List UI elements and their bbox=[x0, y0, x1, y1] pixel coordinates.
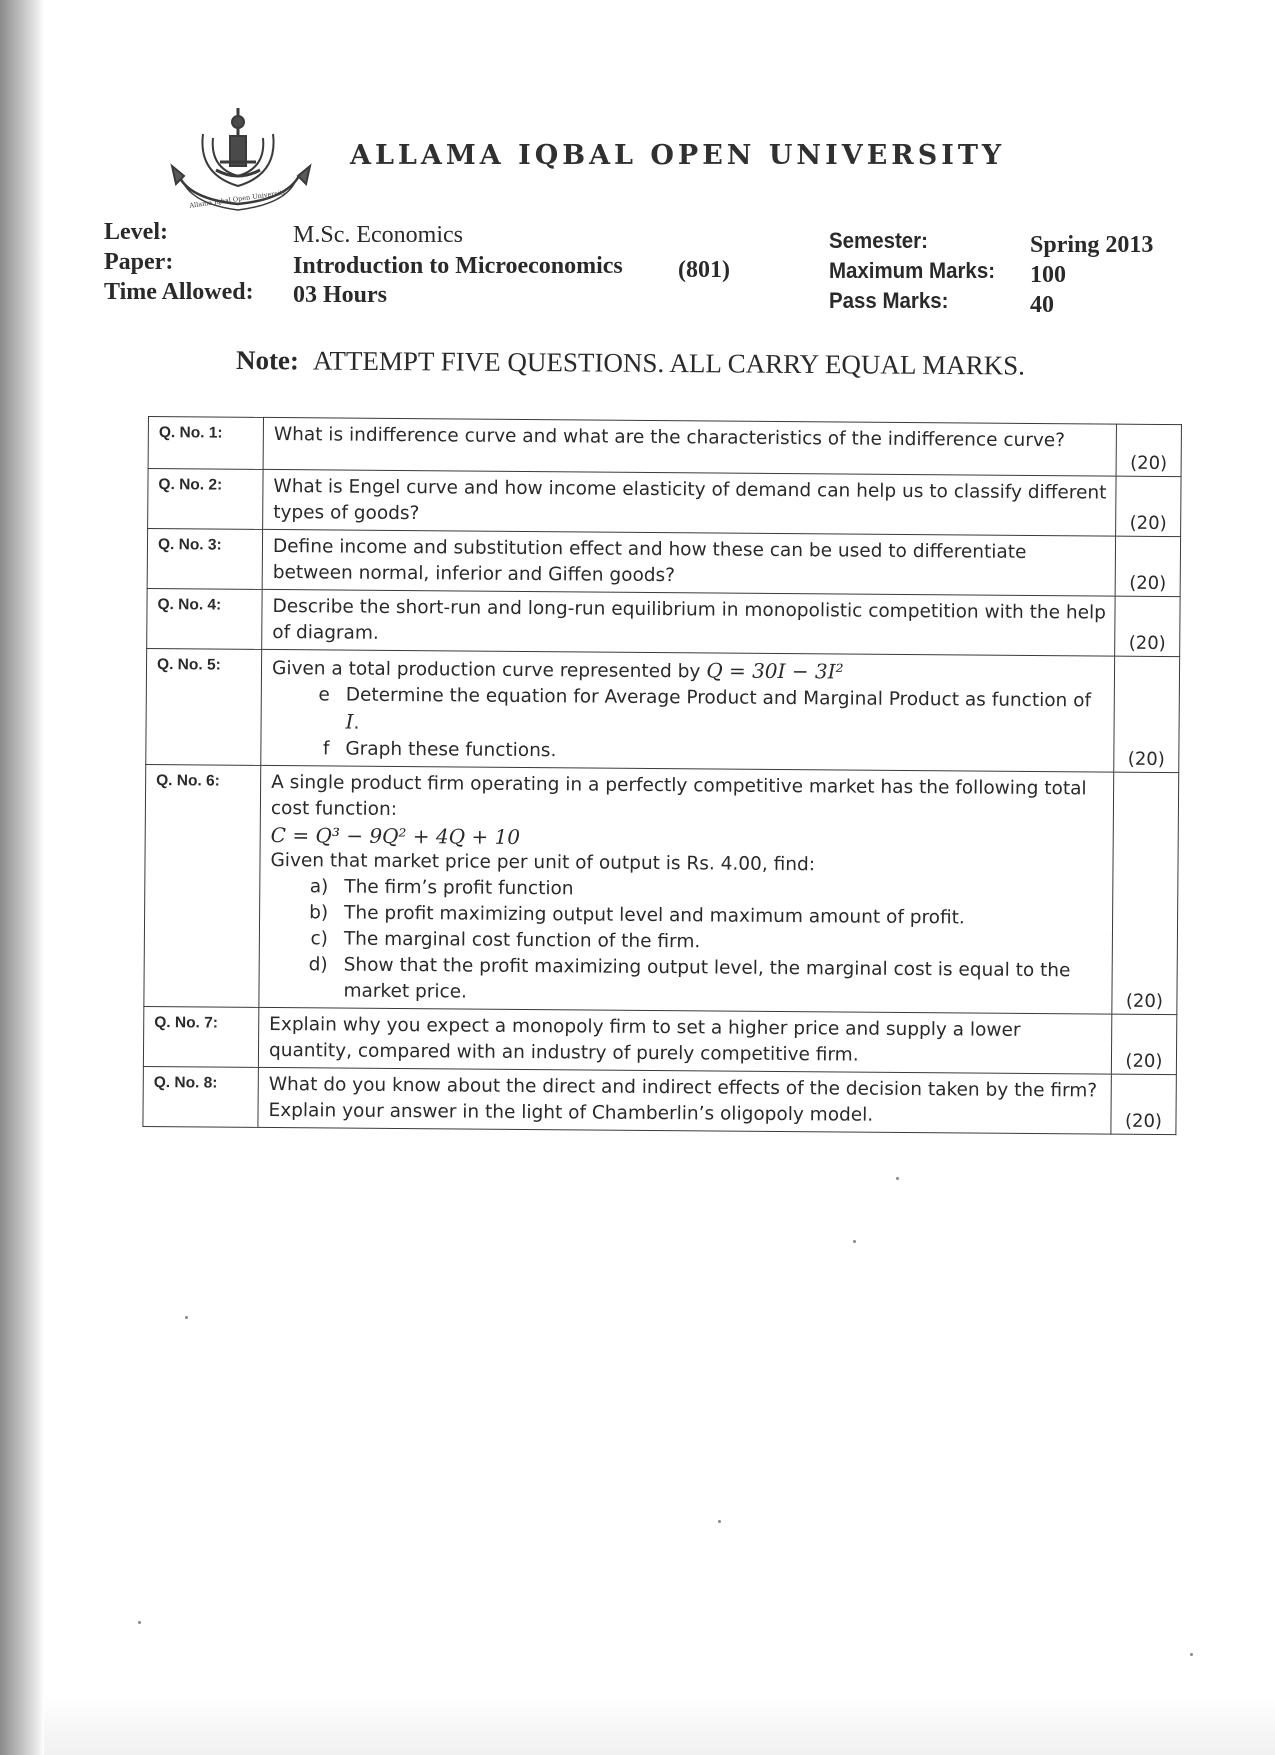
question-row-2 bbox=[148, 469, 1181, 537]
question-marks: (20) bbox=[1112, 772, 1179, 1015]
maximum-marks-label: Maximum Marks: bbox=[829, 258, 996, 283]
logo-text: Allama Iqbal Open University bbox=[188, 188, 287, 210]
sub-question-marker: e bbox=[318, 684, 330, 706]
question-row-5 bbox=[146, 648, 1180, 772]
scan-speck bbox=[853, 1240, 856, 1243]
level-value: M.Sc. Economics bbox=[293, 222, 463, 248]
questions-table bbox=[142, 416, 1182, 1135]
variable: I bbox=[345, 709, 354, 734]
question-text: What is Engel curve and how income elasticity of demand can help us to classify different types of goods? bbox=[263, 469, 1116, 536]
question-marks: (20) bbox=[1115, 596, 1180, 657]
question-row-8 bbox=[143, 1066, 1176, 1134]
question-number: Q. No. 5: bbox=[146, 648, 262, 765]
equation: Q = 30I − 3I² bbox=[706, 658, 844, 684]
sub-question bbox=[271, 682, 1105, 743]
question-given: Given that market price per unit of output is Rs. 4.00, find: bbox=[270, 849, 816, 876]
question-number: Q. No. 2: bbox=[148, 469, 263, 530]
scan-speck bbox=[138, 1621, 141, 1624]
sub-question-text bbox=[345, 683, 1105, 743]
sub-end: . bbox=[353, 712, 360, 734]
question-row-1 bbox=[148, 417, 1181, 477]
sub-question-text: Graph these functions. bbox=[345, 738, 557, 762]
pass-marks-label: Pass Marks: bbox=[829, 288, 949, 313]
question-number: Q. No. 6: bbox=[144, 764, 261, 1007]
scan-speck bbox=[1190, 1653, 1193, 1656]
question-marks: (20) bbox=[1116, 476, 1181, 537]
question-marks: (20) bbox=[1114, 656, 1180, 773]
question-number: Q. No. 7: bbox=[143, 1006, 258, 1067]
sub-question-text: The marginal cost function of the firm. bbox=[343, 928, 701, 953]
scan-speck bbox=[896, 1177, 899, 1180]
question-marks: (20) bbox=[1115, 536, 1180, 597]
scan-shadow-edge bbox=[0, 0, 44, 1755]
sub-question-marker: c) bbox=[310, 928, 328, 950]
scan-speck bbox=[718, 1520, 721, 1523]
question-text: What is indifference curve and what are the characteristics of the indifference curve? bbox=[263, 417, 1116, 476]
question-text: Define income and substitution effect and how these can be used to differentiate between normal, inferior and Giffen goods? bbox=[262, 529, 1115, 596]
sub-question-marker: a) bbox=[309, 876, 329, 898]
question-number: Q. No. 8: bbox=[143, 1066, 258, 1127]
note-label: Note: bbox=[235, 345, 300, 376]
sub-text: Determine the equation for Average Product and Marginal Product as function of bbox=[345, 684, 1092, 712]
question-text: Describe the short-run and long-run equilibrium in monopolistic competition with the help of diagram. bbox=[262, 589, 1115, 656]
question-text bbox=[261, 649, 1115, 772]
question-text: What do you know about the direct and indirect effects of the decision taken by the firm? Explain your answer in the light of Chamberlin’s oligopoly model. bbox=[258, 1067, 1111, 1134]
intro-text: Given a total production curve represented by bbox=[271, 657, 701, 683]
university-logo bbox=[168, 104, 314, 224]
question-number: Q. No. 1: bbox=[148, 417, 263, 470]
note-text: ATTEMPT FIVE QUESTIONS. ALL CARRY EQUAL MARKS. bbox=[312, 345, 1026, 381]
question-number: Q. No. 4: bbox=[147, 588, 262, 649]
maximum-marks-value: 100 bbox=[1030, 262, 1066, 288]
sub-question-marker: d) bbox=[308, 954, 328, 976]
semester-value: Spring 2013 bbox=[1030, 232, 1154, 258]
paper-value: Introduction to Microeconomics bbox=[293, 253, 623, 279]
scan-speck bbox=[185, 1316, 188, 1319]
level-label: Level: bbox=[104, 219, 168, 245]
sub-question bbox=[269, 952, 1103, 1011]
pass-marks-value: 40 bbox=[1030, 292, 1054, 318]
time-allowed-value: 03 Hours bbox=[293, 282, 388, 308]
question-intro: A single product firm operating in a perfectly competitive market has the following total cost function: bbox=[270, 771, 1087, 820]
sub-question-text: The firm’s profit function bbox=[344, 876, 574, 900]
questions-table-wrapper bbox=[142, 416, 1182, 1135]
instructions-note bbox=[236, 345, 1025, 382]
sub-question-marker: f bbox=[322, 738, 330, 760]
question-marks: (20) bbox=[1111, 1074, 1176, 1135]
question-row-4 bbox=[147, 588, 1180, 656]
question-text bbox=[259, 765, 1114, 1014]
time-allowed-label: Time Allowed: bbox=[104, 279, 254, 305]
sub-question-marker: b) bbox=[309, 902, 329, 924]
question-text: Explain why you expect a monopoly firm to set a higher price and supply a lower quantity, compared with an industry of purely competitive firm. bbox=[258, 1007, 1111, 1074]
university-title: ALLAMA IQBAL OPEN UNIVERSITY bbox=[350, 140, 1006, 171]
question-row-7 bbox=[143, 1006, 1176, 1074]
question-marks: (20) bbox=[1111, 1014, 1176, 1075]
semester-label: Semester: bbox=[829, 228, 928, 253]
scan-shadow-bottom bbox=[44, 1695, 1275, 1755]
question-number: Q. No. 3: bbox=[147, 529, 262, 590]
paper-code: (801) bbox=[678, 257, 730, 283]
question-row-6 bbox=[144, 764, 1179, 1014]
sub-question-text: The profit maximizing output level and maximum amount of profit. bbox=[344, 902, 965, 929]
paper-label: Paper: bbox=[104, 249, 174, 275]
equation: C = Q³ − 9Q² + 4Q + 10 bbox=[270, 822, 521, 849]
sub-question bbox=[271, 736, 1105, 769]
question-row-3 bbox=[147, 529, 1180, 597]
sub-question-text: Show that the profit maximizing output level, the marginal cost is equal to the market price. bbox=[343, 954, 1071, 1003]
question-marks: (20) bbox=[1116, 424, 1181, 477]
